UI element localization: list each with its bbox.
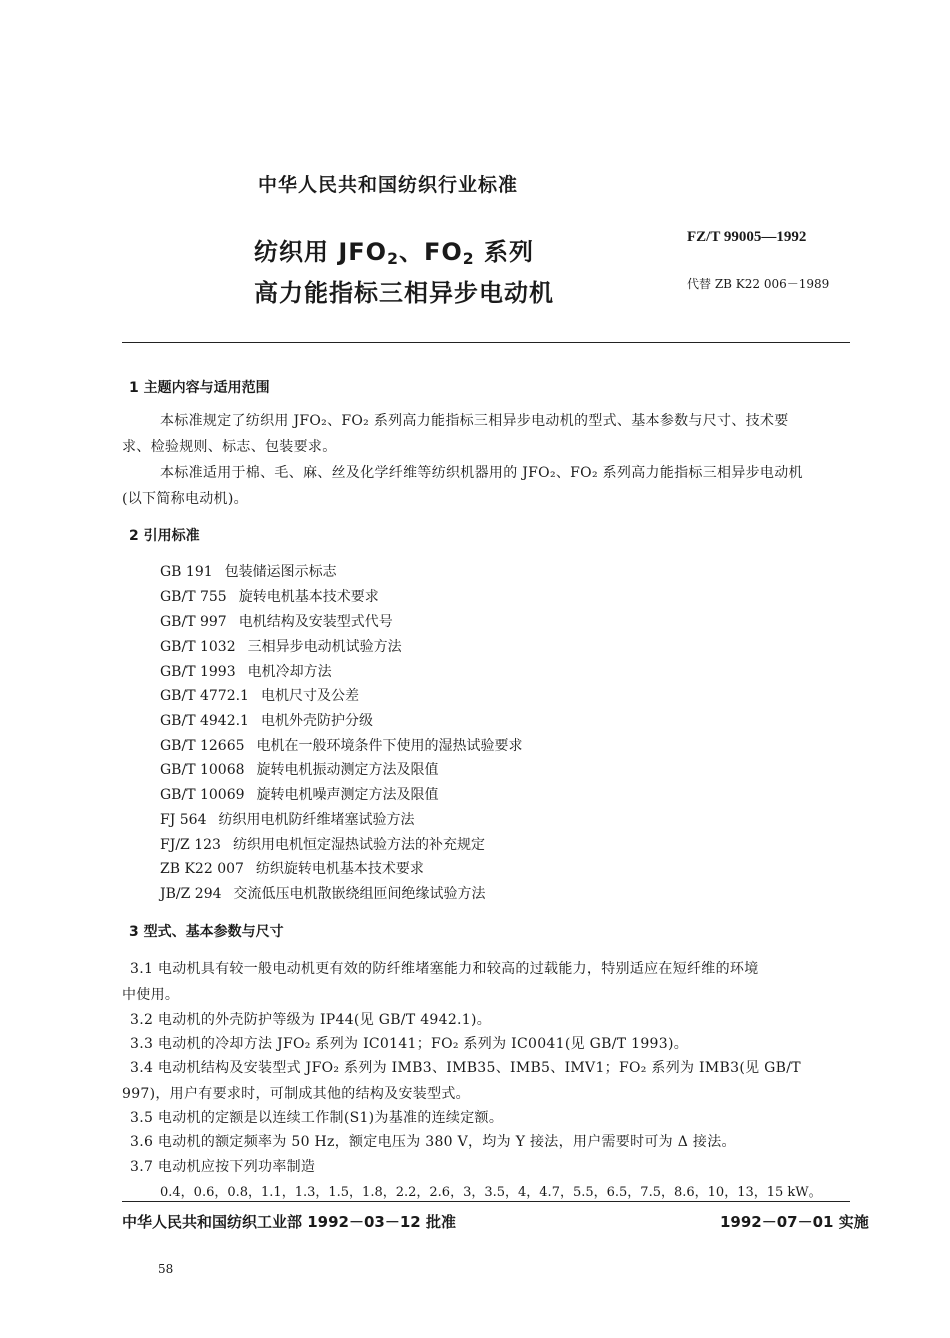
approval-statement: 中华人民共和国纺织工业部 1992－03－12 批准 <box>122 1213 456 1231</box>
reference-title: 包装储运图示标志 <box>224 564 337 580</box>
reference-code: GB/T 1032 <box>160 639 236 655</box>
reference-title: 旋转电机噪声测定方法及限值 <box>256 787 439 803</box>
reference-code: GB/T 10068 <box>160 762 245 778</box>
reference-code: JB/Z 294 <box>160 886 222 902</box>
reference-code: GB/T 12665 <box>160 738 245 754</box>
reference-code: GB/T 997 <box>160 614 227 630</box>
reference-code: ZB K22 007 <box>160 861 244 877</box>
reference-item <box>160 834 485 854</box>
document-title-line-2: 高力能指标三相异步电动机 <box>254 279 554 307</box>
reference-code: FJ 564 <box>160 812 207 828</box>
reference-item <box>160 784 439 804</box>
section-1-paragraph-1-line-2: 求、检验规则、标志、包装要求。 <box>122 439 337 455</box>
issuing-organization: 中华人民共和国纺织行业标准 <box>258 174 519 196</box>
reference-title: 交流低压电机散嵌绕组匝间绝缘试验方法 <box>233 886 486 902</box>
reference-item <box>160 661 332 681</box>
reference-title: 电机冷却方法 <box>247 664 332 680</box>
reference-item <box>160 586 379 606</box>
footer-divider <box>122 1201 850 1202</box>
title-prefix: 纺织用 JFO <box>254 238 388 266</box>
reference-title: 电机外壳防护分级 <box>260 713 373 729</box>
section-1-paragraph-2-line-1: 本标准适用于棉、毛、麻、丝及化学纤维等纺织机器用的 JFO₂、FO₂ 系列高力能指标三相异步电动机 <box>160 465 803 481</box>
reference-item <box>160 710 373 730</box>
power-rating-values: 0.4，0.6，0.8，1.1，1.3，1.5，1.8，2.2，2.6，3，3.5，4，4.7，5.5，6.5，7.5，8.6，10，13，15 kW。 <box>160 1185 822 1200</box>
effective-date: 1992－07－01 实施 <box>720 1213 869 1231</box>
section-1-paragraph-2-line-2: (以下简称电动机)。 <box>122 491 248 507</box>
reference-code: GB/T 4772.1 <box>160 688 249 704</box>
reference-item <box>160 685 359 705</box>
section-1-heading: 1 主题内容与适用范围 <box>129 380 270 396</box>
title-suffix: 系列 <box>474 238 534 266</box>
clause-3-1-line-2: 中使用。 <box>122 987 180 1003</box>
clause-3-7: 3.7 电动机应按下列功率制造 <box>130 1159 316 1175</box>
reference-title: 纺织用电机恒定湿热试验方法的补充规定 <box>232 837 485 853</box>
reference-item <box>160 561 337 581</box>
title-subscript: 2 <box>387 249 399 268</box>
page-number: 58 <box>158 1262 174 1276</box>
header-divider <box>122 342 850 343</box>
reference-item <box>160 735 523 755</box>
clause-3-1-line-1: 3.1 电动机具有较一般电动机更有效的防纤维堵塞能力和较高的过载能力，特别适应在短纤维的环境 <box>130 961 759 977</box>
reference-code: FJ/Z 123 <box>160 837 221 853</box>
title-mid: 、FO <box>398 238 463 266</box>
clause-3-2: 3.2 电动机的外壳防护等级为 IP44(见 GB/T 4942.1)。 <box>130 1012 492 1028</box>
title-subscript: 2 <box>462 249 475 268</box>
clause-3-3: 3.3 电动机的冷却方法 JFO₂ 系列为 IC0141；FO₂ 系列为 IC0041(见 GB/T 1993)。 <box>130 1036 689 1052</box>
reference-title: 纺织用电机防纤维堵塞试验方法 <box>218 812 415 828</box>
section-2-heading: 2 引用标准 <box>129 528 200 544</box>
section-3-heading: 3 型式、基本参数与尺寸 <box>129 924 284 940</box>
reference-title: 旋转电机基本技术要求 <box>238 589 379 605</box>
document-title-line-1 <box>254 232 534 268</box>
reference-item <box>160 759 439 779</box>
clause-3-6: 3.6 电动机的额定频率为 50 Hz，额定电压为 380 V，均为 Y 接法，用户需要时可为 Δ 接法。 <box>130 1134 736 1150</box>
clause-3-4-line-2: 997)，用户有要求时，可制成其他的结构及安装型式。 <box>122 1086 470 1102</box>
clause-3-4-line-1: 3.4 电动机结构及安装型式 JFO₂ 系列为 IMB3、IMB35、IMB5、IMV1；FO₂ 系列为 IMB3(见 GB/T <box>130 1060 801 1076</box>
replaces-standard: 代替 ZB K22 006－1989 <box>687 277 830 291</box>
reference-title: 电机在一般环境条件下使用的湿热试验要求 <box>256 738 523 754</box>
clause-3-5: 3.5 电动机的定额是以连续工作制(S1)为基准的连续定额。 <box>130 1110 504 1126</box>
standard-code: FZ/T 99005—1992 <box>687 229 807 245</box>
reference-code: GB/T 1993 <box>160 664 236 680</box>
reference-code: GB/T 10069 <box>160 787 245 803</box>
reference-code: GB 191 <box>160 564 213 580</box>
section-1-paragraph-1-line-1: 本标准规定了纺织用 JFO₂、FO₂ 系列高力能指标三相异步电动机的型式、基本参数与尺寸、技术要 <box>160 413 789 429</box>
reference-title: 电机结构及安装型式代号 <box>238 614 393 630</box>
reference-title: 电机尺寸及公差 <box>260 688 359 704</box>
reference-item <box>160 809 415 829</box>
reference-item <box>160 858 424 878</box>
reference-item <box>160 636 402 656</box>
reference-title: 纺织旋转电机基本技术要求 <box>255 861 424 877</box>
reference-item <box>160 883 486 903</box>
reference-item <box>160 611 393 631</box>
reference-code: GB/T 4942.1 <box>160 713 249 729</box>
reference-title: 旋转电机振动测定方法及限值 <box>256 762 439 778</box>
reference-code: GB/T 755 <box>160 589 227 605</box>
reference-title: 三相异步电动机试验方法 <box>247 639 402 655</box>
